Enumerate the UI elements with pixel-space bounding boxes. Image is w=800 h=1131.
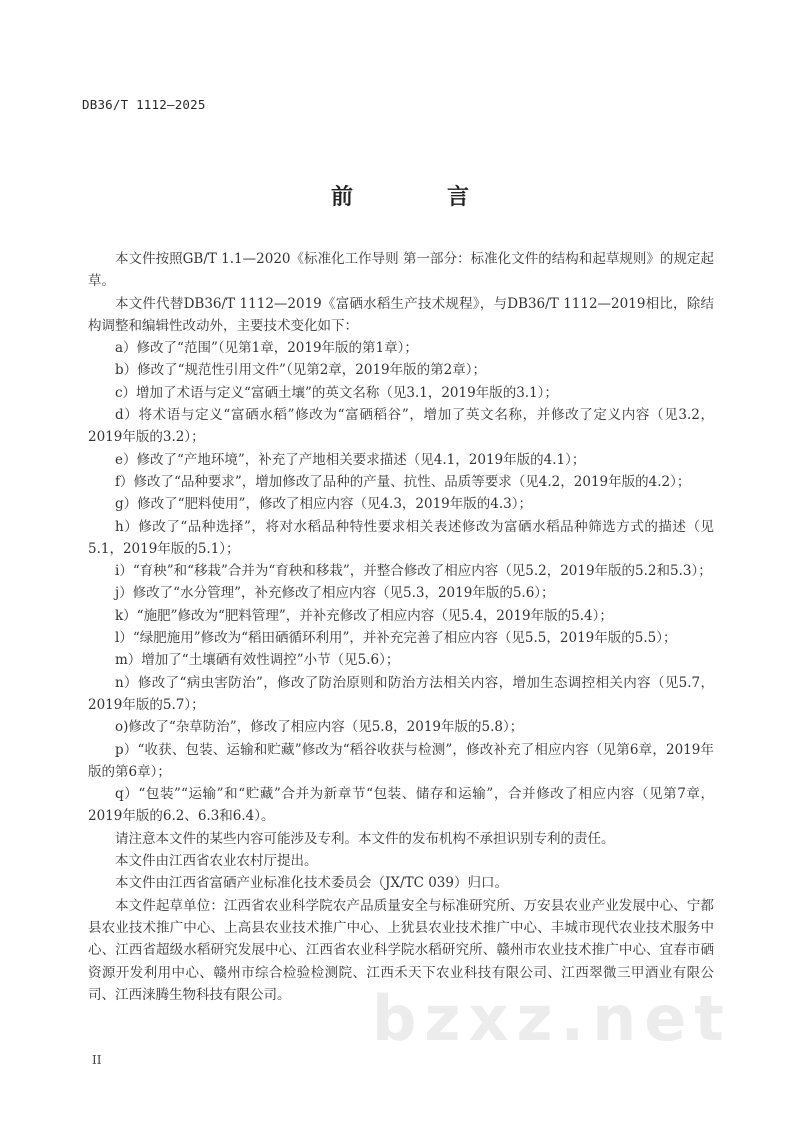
change-item-a: a）修改了“范围”（见第1章，2019年版的第1章）； — [115, 340, 418, 357]
change-item-k: k）“施肥”修改为“肥料管理”，并补充修改了相应内容（见5.4，2019年版的5.4）； — [115, 607, 613, 624]
change-item-l: l）“绿肥施用”修改为“稻田硒循环利用”，并补充完善了相应内容（见5.5，2019年版的5.5）； — [115, 630, 677, 647]
page-title: 前 言 — [330, 185, 505, 210]
change-item-c: c）增加了术语与定义“富硒土壤”的英文名称（见3.1，2019年版的3.1）； — [115, 384, 558, 401]
change-item-d: d）将术语与定义“富硒水稻”修改为“富硒稻谷”，增加了英文名称，并修改了定义内容（见3.2，2019年版的3.2）； — [88, 407, 714, 446]
change-item-g: g）修改了“肥料使用”，修改了相应内容（见4.3，2019年版的4.3）； — [115, 496, 532, 513]
change-item-b: b）修改了“规范性引用文件”（见第2章，2019年版的第2章）； — [115, 362, 486, 379]
change-item-p: p）“收获、包装、运输和贮藏”修改为“稻谷收获与检测”，修改补充了相应内容（见第6章，2019年版的第6章）； — [88, 741, 714, 780]
paragraph-drafting-basis: 本文件按照GB/T 1.1—2020《标准化工作导则 第一部分：标准化文件的结构和起草规则》的规定起草。 — [88, 251, 714, 290]
change-item-h: h）修改了“品种选择”，将对水稻品种特性要求相关表述修改为富硒水稻品种筛选方式的描述（见5.1，2019年版的5.1）； — [88, 518, 714, 557]
centralized-by-statement: 本文件由江西省富硒产业标准化技术委员会（JX/TC 039）归口。 — [115, 875, 508, 892]
document-code: DB36/T 1112—2025 — [82, 97, 206, 112]
change-item-n: n）修改了“病虫害防治”，修改了防治原则和防治方法相关内容，增加生态调控相关内容（见5.7，2019年版的5.7）； — [88, 674, 714, 713]
watermark: bzxz.net — [372, 982, 732, 1055]
change-item-j: j）修改了“水分管理”，补充修改了相应内容（见5.3，2019年版的5.6）； — [115, 585, 555, 602]
change-item-q: q）“包装”“运输”和“贮藏”合并为新章节“包装、储存和运输”，合并修改了相应内容（见第7章，2019年版的6.2、6.3和6.4）。 — [88, 786, 714, 825]
paragraph-replacement: 本文件代替DB36/T 1112—2019《富硒水稻生产技术规程》，与DB36/T 1112—2019相比，除结构调整和编辑性改动外，主要技术变化如下： — [88, 295, 714, 334]
page-number: II — [92, 1053, 102, 1067]
change-item-e: e）修改了“产地环境”，补充了产地相关要求描述（见4.1，2019年版的4.1）； — [115, 451, 586, 468]
change-item-i: i）“育秧”和“移栽”合并为“育秧和移栽”，并整合修改了相应内容（见5.2，2019年版的5.2和5.3）； — [115, 563, 712, 580]
change-item-o: o)修改了“杂草防治”，修改了相应内容（见5.8，2019年版的5.8）； — [115, 719, 524, 736]
patent-notice: 请注意本文件的某些内容可能涉及专利。本文件的发布机构不承担识别专利的责任。 — [115, 830, 615, 847]
proposer-statement: 本文件由江西省农业农村厅提出。 — [115, 853, 318, 870]
drafting-units: 本文件起草单位：江西省农业科学院农产品质量安全与标准研究所、万安县农业产业发展中心、宁都县农业技术推广中心、上高县农业技术推广中心、上犹县农业技术推广中心、丰城市现代农业技术服务中心、江西省超级水稻研究发展中心、江西省农业科学院水稻研究所、赣州市农业技术推广中心、宜春市硒资源开发利用中心、赣州市综合检验检测院、江西禾天下农业科技有限公司、江西翠微三甲酒业有限公司、江西涞腾生物科技有限公司。 — [88, 897, 714, 1003]
foreword-body — [88, 248, 714, 1006]
change-item-m: m）增加了“土壤硒有效性调控”小节（见5.6）； — [115, 652, 400, 669]
change-item-f: f）修改了“品种要求”，增加修改了品种的产量、抗性、品质等要求（见4.2，2019年版的4.2）； — [115, 473, 691, 490]
